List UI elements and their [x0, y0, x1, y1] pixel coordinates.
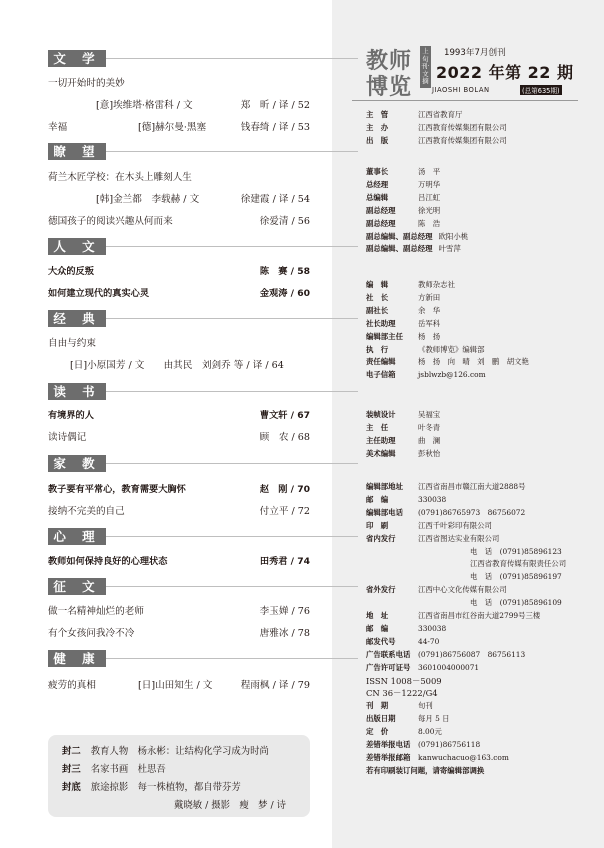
info-value: 岳军科 — [418, 318, 441, 328]
info-value: 3601004000071 — [418, 662, 480, 672]
info-value: 每月 5 日 — [418, 714, 450, 724]
info-line — [366, 357, 529, 367]
info-key: 定 价 — [366, 727, 389, 737]
toc-entry[interactable] — [48, 680, 310, 692]
info-key: 编辑部地址 — [366, 482, 403, 491]
info-line — [366, 727, 442, 737]
info-value: 江西省教育厅 — [418, 110, 463, 119]
toc-entry-title: 接纳不完美的自己 — [48, 506, 125, 517]
info-value: (0791)86765973 86756072 — [418, 507, 526, 517]
info-key: 社 长 — [366, 292, 389, 302]
info-key: 刊 期 — [366, 701, 389, 711]
info-line — [366, 534, 499, 544]
info-value: (0791)86756118 — [418, 740, 481, 749]
info-value: 江西省南昌市赣江南大道2888号 — [418, 482, 526, 491]
info-key: 主任助理 — [366, 435, 396, 445]
toc-entry-author-page: 陈 赛 / 58 — [259, 266, 310, 277]
toc-entry-author-page: 付立平 / 72 — [259, 506, 310, 517]
cover-note-credit: 戴晓敏 / 摄影 瘦 梦 / 诗 — [174, 800, 286, 811]
cover-note: 封二 教育人物 杨永彬：让结构化学习成为时尚 — [62, 746, 269, 757]
info-line — [366, 650, 525, 660]
info-value: 8.00元 — [418, 727, 442, 737]
info-key: 电子信箱 — [366, 370, 396, 380]
section-rule — [106, 536, 358, 537]
logo-text: 博览 — [366, 75, 413, 100]
toc-entry-author-page: 钱春绮 / 译 / 53 — [240, 122, 310, 133]
toc-entry[interactable] — [48, 628, 310, 640]
info-value: 杨 扬 向 晴 刘 鹏 胡文艳 — [418, 357, 529, 367]
info-line — [366, 206, 440, 216]
info-line — [366, 345, 485, 355]
toc-entry[interactable] — [48, 432, 310, 444]
toc-entry[interactable] — [48, 338, 310, 350]
info-line — [366, 232, 468, 242]
info-line — [366, 637, 439, 647]
info-key: 副总编辑、副总经理 — [366, 231, 433, 241]
logo-text: 教师 — [366, 49, 413, 74]
info-value: 叶雪萍 — [438, 244, 461, 254]
info-value: kanwuchacuo@163.com — [418, 752, 509, 762]
section-rule — [106, 463, 358, 464]
info-key: 地 址 — [366, 611, 389, 620]
info-key: 责任编辑 — [366, 357, 396, 367]
info-line — [366, 319, 440, 329]
info-key: 执 行 — [366, 344, 389, 354]
toc-entry-author-page: 曹文轩 / 67 — [259, 410, 310, 421]
section-rule — [106, 246, 358, 247]
info-line — [366, 559, 566, 569]
info-value: 吴福宝 — [418, 410, 441, 419]
info-line — [366, 547, 562, 557]
info-line — [366, 423, 440, 433]
info-line — [366, 332, 440, 342]
info-value: 万明华 — [418, 179, 441, 189]
info-key: 邮 编 — [366, 623, 389, 633]
toc-entry-author-page: 程雨枫 / 译 / 79 — [240, 680, 310, 691]
info-key: 社长助理 — [366, 318, 396, 328]
toc-entry[interactable] — [48, 606, 310, 618]
toc-entry-title: 自由与约束 — [48, 338, 96, 349]
info-key: 主 管 — [366, 110, 389, 119]
info-line — [366, 572, 562, 582]
info-key: 副社长 — [366, 305, 389, 315]
section-title: 征 文 — [48, 578, 106, 595]
cover-notes-box — [48, 735, 310, 817]
info-line — [366, 701, 433, 711]
info-line — [366, 740, 480, 750]
toc-entry[interactable] — [48, 288, 310, 300]
toc-entry[interactable] — [48, 266, 310, 278]
section-rule — [106, 586, 358, 587]
toc-entry-author-page: 顾 农 / 68 — [259, 432, 310, 443]
info-line — [366, 410, 440, 420]
toc-entry-title: 教师如何保持良好的心理状态 — [48, 556, 168, 567]
toc-entry-author-page: 郑 昕 / 译 / 52 — [240, 100, 310, 111]
toc-entry-author-page: 徐建霞 / 译 / 54 — [240, 194, 310, 205]
info-key: 出 版 — [366, 135, 389, 145]
info-value: 余 华 — [418, 305, 441, 315]
cover-note: 封底 旅途掠影 每一株植物，都自带芬芳 — [62, 782, 241, 793]
section-title: 心 理 — [48, 528, 106, 545]
info-value: 彭秋怡 — [418, 448, 441, 458]
info-value: 江西千叶彩印有限公司 — [418, 520, 492, 530]
toc-entry-title: 有境界的人 — [48, 410, 94, 421]
info-line — [366, 370, 486, 380]
info-value: 吕江虹 — [418, 192, 441, 202]
toc-entry-title: 如何建立现代的真实心灵 — [48, 288, 150, 299]
info-value: 44-70 — [418, 636, 440, 646]
toc-entry-title: 大众的反叛 — [48, 266, 94, 277]
info-key: 装帧设计 — [366, 410, 396, 419]
info-key: 主 办 — [366, 122, 389, 132]
info-key: 副总经理 — [366, 218, 396, 228]
info-key: 邮 编 — [366, 494, 389, 504]
info-line — [366, 688, 438, 699]
info-key: 印 刷 — [366, 520, 389, 530]
info-line — [366, 766, 490, 776]
toc-entry-title: 荷兰木匠学校：在木头上雕刻人生 — [48, 172, 192, 183]
toc-entry-author-page: 唐雅冰 / 78 — [259, 628, 310, 639]
info-key: 编 辑 — [366, 280, 389, 289]
toc-entry-byline: [韩]金兰都 李载赫 / 文 — [96, 194, 200, 205]
info-line — [366, 180, 440, 190]
section-title: 经 典 — [48, 310, 106, 327]
info-key: 总经理 — [366, 179, 389, 189]
info-line — [366, 136, 507, 146]
info-value: 电 话 (0791)85896123 — [470, 546, 562, 556]
section-rule — [106, 391, 358, 392]
info-line — [366, 663, 479, 673]
info-value: (0791)86756087 86756113 — [418, 649, 526, 659]
info-value: 欧阳小桃 — [438, 231, 469, 241]
info-line — [366, 521, 492, 531]
info-line — [366, 585, 507, 595]
section-title: 读 书 — [48, 383, 106, 400]
info-value: 旬刊 — [418, 701, 433, 711]
total-issue: (总第635期) — [522, 87, 560, 95]
info-line — [366, 676, 442, 687]
section-rule — [106, 318, 358, 319]
info-value: 《教师博览》编辑部 — [418, 344, 485, 354]
info-line — [366, 495, 446, 505]
toc-entry-byline: [日]小原国芳 / 文 由其民 刘剑乔 等 / 译 / 64 — [70, 360, 284, 371]
toc-entry-title: 做一名精神灿烂的老师 — [48, 606, 144, 617]
section-rule — [106, 58, 358, 59]
toc-entry-title: 德国孩子的阅读兴趣从何而来 — [48, 216, 173, 227]
toc-entry-author-page: 金观涛 / 60 — [259, 288, 310, 299]
toc-entry-author-page: 李玉婵 / 76 — [259, 606, 310, 617]
info-line — [366, 611, 540, 621]
info-key: 广告联系电话 — [366, 649, 411, 659]
toc-entry-title: 疲劳的真相 — [48, 680, 96, 691]
issue-number: 2022 年第 22 期 — [436, 63, 574, 82]
toc-entry[interactable] — [48, 122, 310, 134]
toc-entry-byline: [日]山田知生 / 文 — [138, 680, 213, 691]
toc-entry-author-page: 田秀君 / 74 — [259, 556, 310, 567]
toc-entry[interactable] — [48, 216, 310, 228]
info-value: 江西省南昌市红谷南大道2799号三楼 — [418, 611, 541, 620]
info-line — [366, 753, 509, 763]
info-line — [366, 436, 440, 446]
info-key: 出版日期 — [366, 714, 396, 724]
info-value: 陈 浩 — [418, 218, 441, 228]
section-rule — [106, 658, 358, 659]
info-value: 江西省图达实业有限公司 — [418, 533, 500, 543]
info-value: 江西中心文化传媒有限公司 — [418, 585, 507, 595]
toc-entry[interactable] — [48, 410, 310, 422]
info-line — [366, 123, 507, 133]
info-key: 邮发代号 — [366, 636, 396, 646]
toc-entry-author-page: 赵 刚 / 70 — [259, 484, 310, 495]
info-line — [366, 167, 440, 177]
info-line — [366, 193, 440, 203]
section-title: 人 文 — [48, 238, 106, 255]
info-key: 差错举报邮箱 — [366, 752, 411, 762]
info-value: 电 话 (0791)85896109 — [470, 598, 562, 608]
info-line — [366, 482, 526, 492]
masthead — [352, 36, 578, 100]
info-value: 叶冬青 — [418, 422, 441, 432]
info-key: 省外发行 — [366, 585, 396, 595]
info-line — [366, 449, 440, 459]
info-value: 方新田 — [418, 292, 441, 302]
info-line — [366, 219, 440, 229]
info-value: 教师杂志社 — [418, 280, 455, 289]
info-key: 董事长 — [366, 167, 389, 176]
info-value: 电 话 (0791)85896197 — [470, 572, 562, 582]
toc-entry-author-page: 徐爱清 / 56 — [259, 216, 310, 227]
toc-entry[interactable] — [48, 484, 310, 496]
founded-date: 1993年7月创刊 — [444, 48, 506, 58]
info-key: 总编辑 — [366, 192, 389, 202]
info-line — [366, 244, 461, 254]
section-title: 健 康 — [48, 650, 106, 667]
info-value: 江西省教育传媒有限责任公司 — [470, 559, 567, 569]
info-value: 330038 — [418, 494, 447, 504]
info-line — [366, 714, 450, 724]
section-title: 家 教 — [48, 455, 106, 472]
info-key: 副总经理 — [366, 205, 396, 215]
cover-note: 封三 名家书画 杜思吾 — [62, 764, 166, 775]
info-value: jsblwzb@126.com — [418, 370, 486, 380]
info-line — [366, 293, 440, 303]
toc-entry[interactable] — [48, 172, 310, 184]
info-key: 主 任 — [366, 422, 389, 432]
info-key: 编辑部主任 — [366, 331, 403, 341]
info-key: 广告许可证号 — [366, 662, 411, 672]
info-value: 汤 平 — [418, 167, 441, 176]
logo-side-tag: 上旬刊·文摘 — [420, 46, 431, 88]
info-key: 编辑部电话 — [366, 507, 403, 517]
info-key: 若有印刷装订问题，请寄编辑部调换 — [366, 765, 485, 775]
section-title: 文 学 — [48, 50, 106, 67]
info-value: 徐光明 — [418, 205, 441, 215]
toc-entry[interactable] — [48, 506, 310, 518]
toc-entry[interactable] — [48, 556, 310, 568]
toc-entry-title: 幸福 — [48, 122, 68, 133]
info-value: 江西教育传媒集团有限公司 — [418, 122, 507, 132]
info-value: 330038 — [418, 623, 447, 633]
info-value: 曲 澜 — [418, 435, 441, 445]
section-title: 瞭 望 — [48, 143, 106, 160]
info-key: 副总编辑、副总经理 — [366, 244, 433, 254]
info-key: 省内发行 — [366, 533, 396, 543]
info-line — [366, 306, 440, 316]
toc-entry-byline: [意]埃维塔·格雷科 / 文 — [96, 100, 193, 111]
toc-entry-title: 一切开始时的美妙 — [48, 78, 125, 89]
toc-entry-title: 教子要有平常心，教育需要大胸怀 — [48, 484, 186, 495]
info-line — [366, 110, 462, 120]
info-key: 美术编辑 — [366, 448, 396, 458]
info-value: 杨 扬 — [418, 331, 441, 341]
info-line — [366, 598, 562, 608]
info-line — [366, 280, 455, 290]
toc-entry[interactable] — [48, 78, 310, 90]
toc-entry-title: 读诗偶记 — [48, 432, 87, 443]
info-key: 差错举报电话 — [366, 740, 411, 749]
pinyin-title: JIAOSHI BOLAN — [432, 86, 490, 94]
section-rule — [106, 151, 358, 152]
masthead-divider — [352, 100, 578, 101]
info-line — [366, 508, 525, 518]
info-line — [366, 624, 446, 634]
info-value: 江西教育传媒集团有限公司 — [418, 135, 507, 145]
info-value: ISSN 1008－5009 — [366, 675, 442, 686]
toc-entry-title: 有个女孩问我冷不冷 — [48, 628, 135, 639]
info-value: CN 36－1222/G4 — [366, 688, 438, 699]
toc-entry-byline: [德]赫尔曼·黑塞 — [138, 122, 207, 133]
